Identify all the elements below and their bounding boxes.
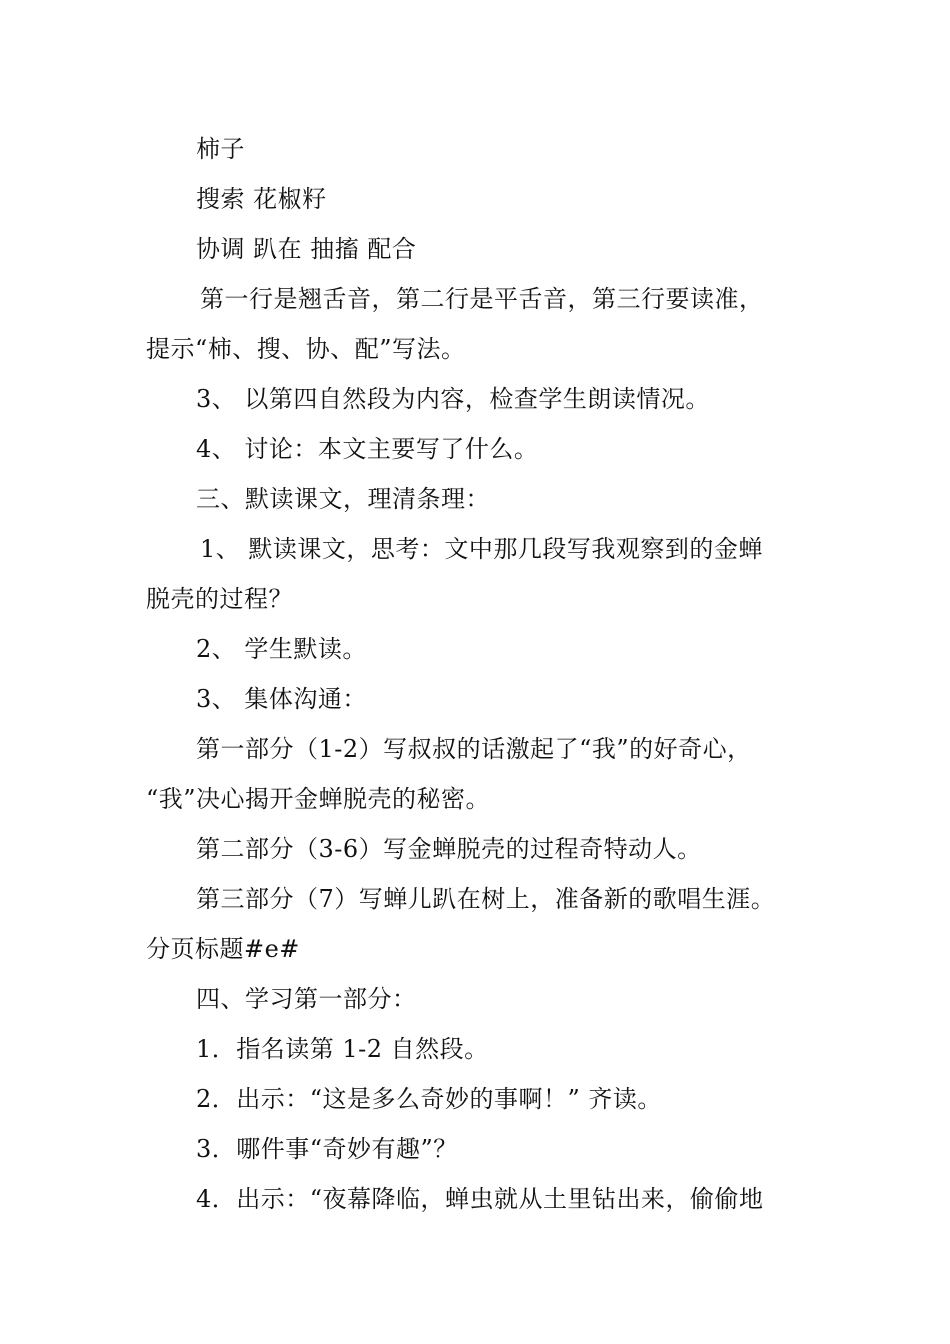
text-line: 提示“柿、搜、协、配”写法。	[146, 335, 466, 363]
text-line: 脱壳的过程？	[146, 585, 293, 613]
text-line: 柿子	[196, 135, 245, 163]
text-line: 2．出示：“这是多么奇妙的事啊！” 齐读。	[196, 1085, 662, 1113]
text-line: 第三部分（7）写蝉儿趴在树上，准备新的歌唱生涯。	[196, 885, 776, 913]
text-line: 第一行是翘舌音，第二行是平舌音，第三行要读准，	[200, 285, 764, 313]
text-line: 4．出示：“夜幕降临，蝉虫就从土里钻出来，偷偷地	[196, 1185, 764, 1213]
text-line: 协调 趴在 抽搐 配合	[196, 235, 417, 263]
text-line: 2、 学生默读。	[196, 635, 367, 663]
section-heading: 四、学习第一部分：	[196, 985, 417, 1013]
text-line: 1、 默读课文，思考：文中那几段写我观察到的金蝉	[200, 535, 763, 563]
text-line: 1．指名读第 1-2 自然段。	[196, 1035, 489, 1063]
text-line: 第一部分（1-2）写叔叔的话激起了“我”的好奇心，	[196, 735, 752, 763]
text-line: 3．哪件事“奇妙有趣”？	[196, 1135, 458, 1163]
text-line: 4、 讨论：本文主要写了什么。	[196, 435, 539, 463]
section-heading: 三、默读课文，理清条理：	[196, 485, 490, 513]
text-line: “我”决心揭开金蝉脱壳的秘密。	[146, 785, 491, 813]
text-line: 搜索 花椒籽	[196, 185, 327, 213]
text-line: 第二部分（3-6）写金蝉脱壳的过程奇特动人。	[196, 835, 702, 863]
page-break-marker: 分页标题#e#	[146, 935, 300, 963]
text-line: 3、 集体沟通：	[196, 685, 367, 713]
text-line: 3、 以第四自然段为内容，检查学生朗读情况。	[196, 385, 710, 413]
